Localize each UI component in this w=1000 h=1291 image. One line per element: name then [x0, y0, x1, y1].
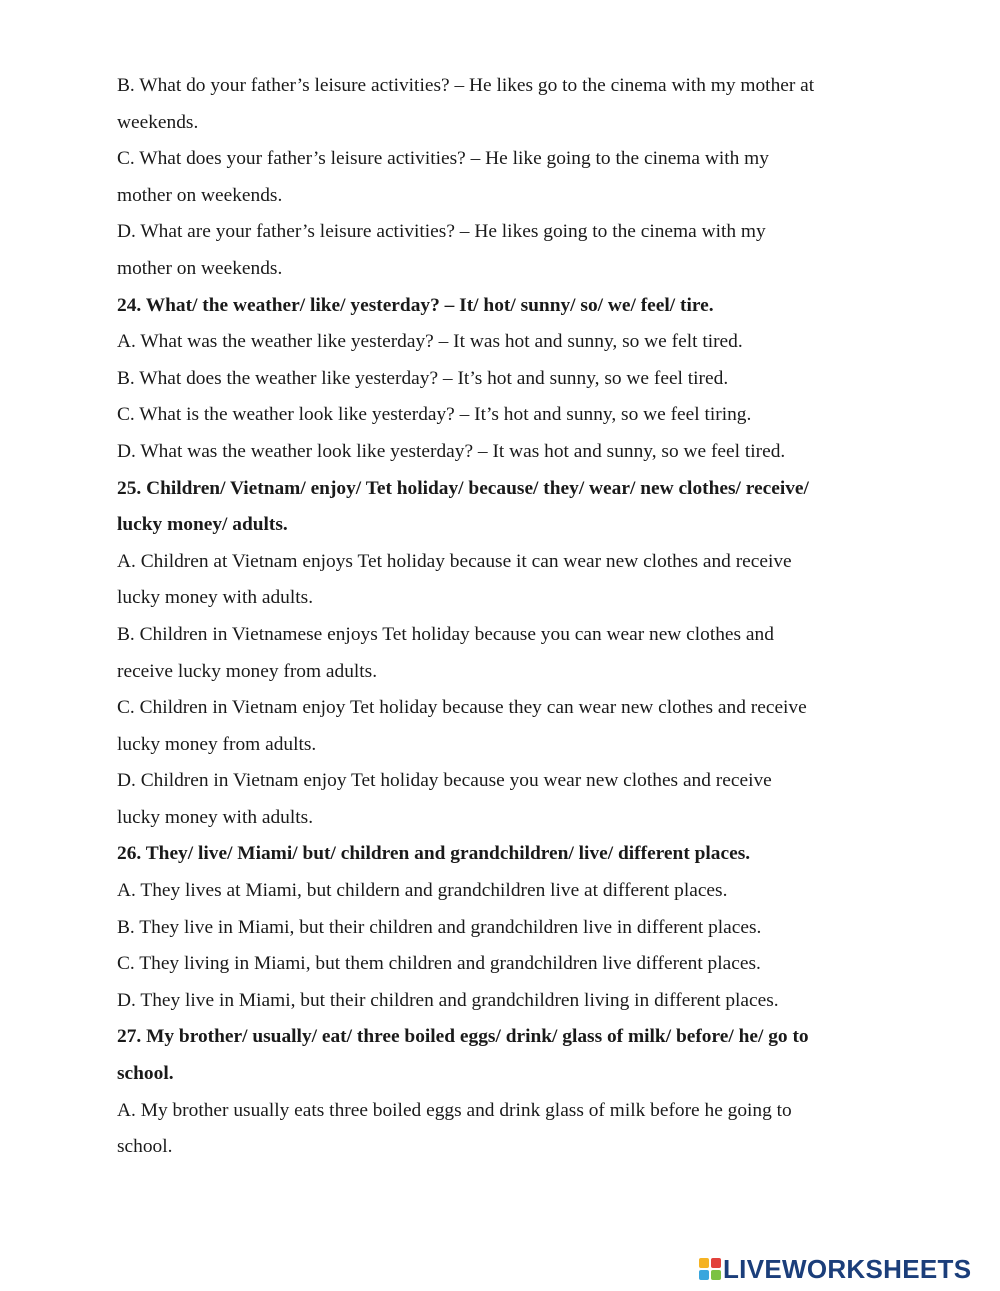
answer-option-line: C. Children in Vietnam enjoy Tet holiday because they can wear new clothes and receive: [117, 697, 807, 719]
question-prompt-line: 25. Children/ Vietnam/ enjoy/ Tet holiday/ because/ they/ wear/ new clothes/ receive/: [117, 477, 809, 499]
question-prompt-line: 26. They/ live/ Miami/ but/ children and grandchildren/ live/ different places.: [117, 843, 751, 865]
answer-option-line: D. Children in Vietnam enjoy Tet holiday because you wear new clothes and receive: [117, 770, 772, 792]
question-prompt-line: 27. My brother/ usually/ eat/ three boiled eggs/ drink/ glass of milk/ before/ he/ go to: [117, 1026, 809, 1048]
answer-option-line: receive lucky money from adults.: [117, 660, 378, 682]
question-prompt-line: 24. What/ the weather/ like/ yesterday? – It/ hot/ sunny/ so/ we/ feel/ tire.: [117, 294, 714, 316]
answer-option-line: C. They living in Miami, but them children and grandchildren live different places.: [117, 953, 761, 975]
answer-option-line: B. What do your father’s leisure activities? – He likes go to the cinema with my mother at: [117, 75, 815, 96]
answer-option-line: A. They lives at Miami, but childern and grandchildren live at different places.: [117, 880, 728, 902]
answer-option-line: lucky money with adults.: [117, 806, 314, 828]
answer-option-line: D. They live in Miami, but their children and grandchildren living in different places.: [117, 989, 779, 1011]
answer-option-line: mother on weekends.: [117, 257, 283, 279]
question-prompt-line: school.: [117, 1063, 174, 1085]
question-prompt-line: lucky money/ adults.: [117, 514, 288, 536]
answer-option-line: D. What was the weather look like yesterday? – It was hot and sunny, so we feel tired.: [117, 440, 786, 462]
answer-option-line: A. Children at Vietnam enjoys Tet holiday because it can wear new clothes and receive: [117, 550, 792, 572]
answer-option-line: B. What does the weather like yesterday? – It’s hot and sunny, so we feel tired.: [117, 367, 729, 389]
answer-option-line: lucky money from adults.: [117, 733, 317, 755]
liveworksheets-logo[interactable]: [699, 1254, 971, 1284]
logo-blocks-icon: [699, 1258, 721, 1280]
question-list: [117, 72, 917, 1170]
answer-option-line: A. My brother usually eats three boiled eggs and drink glass of milk before he going to: [117, 1099, 792, 1121]
answer-option-line: C. What does your father’s leisure activities? – He like going to the cinema with my: [117, 148, 769, 170]
answer-option-line: lucky money with adults.: [117, 587, 314, 609]
answer-option-line: school.: [117, 1136, 173, 1158]
answer-option-line: B. Children in Vietnamese enjoys Tet holiday because you can wear new clothes and: [117, 623, 774, 645]
answer-option-line: C. What is the weather look like yesterday? – It’s hot and sunny, so we feel tiring.: [117, 404, 752, 426]
answer-option-line: A. What was the weather like yesterday? – It was hot and sunny, so we felt tired.: [117, 331, 743, 353]
logo-text: LIVEWORKSHEETS: [723, 1253, 972, 1284]
answer-option-line: D. What are your father’s leisure activities? – He likes going to the cinema with my: [117, 221, 766, 243]
answer-option-line: weekends.: [117, 111, 199, 133]
answer-option-line: mother on weekends.: [117, 184, 283, 206]
answer-option-line: B. They live in Miami, but their children and grandchildren live in different places.: [117, 916, 762, 938]
